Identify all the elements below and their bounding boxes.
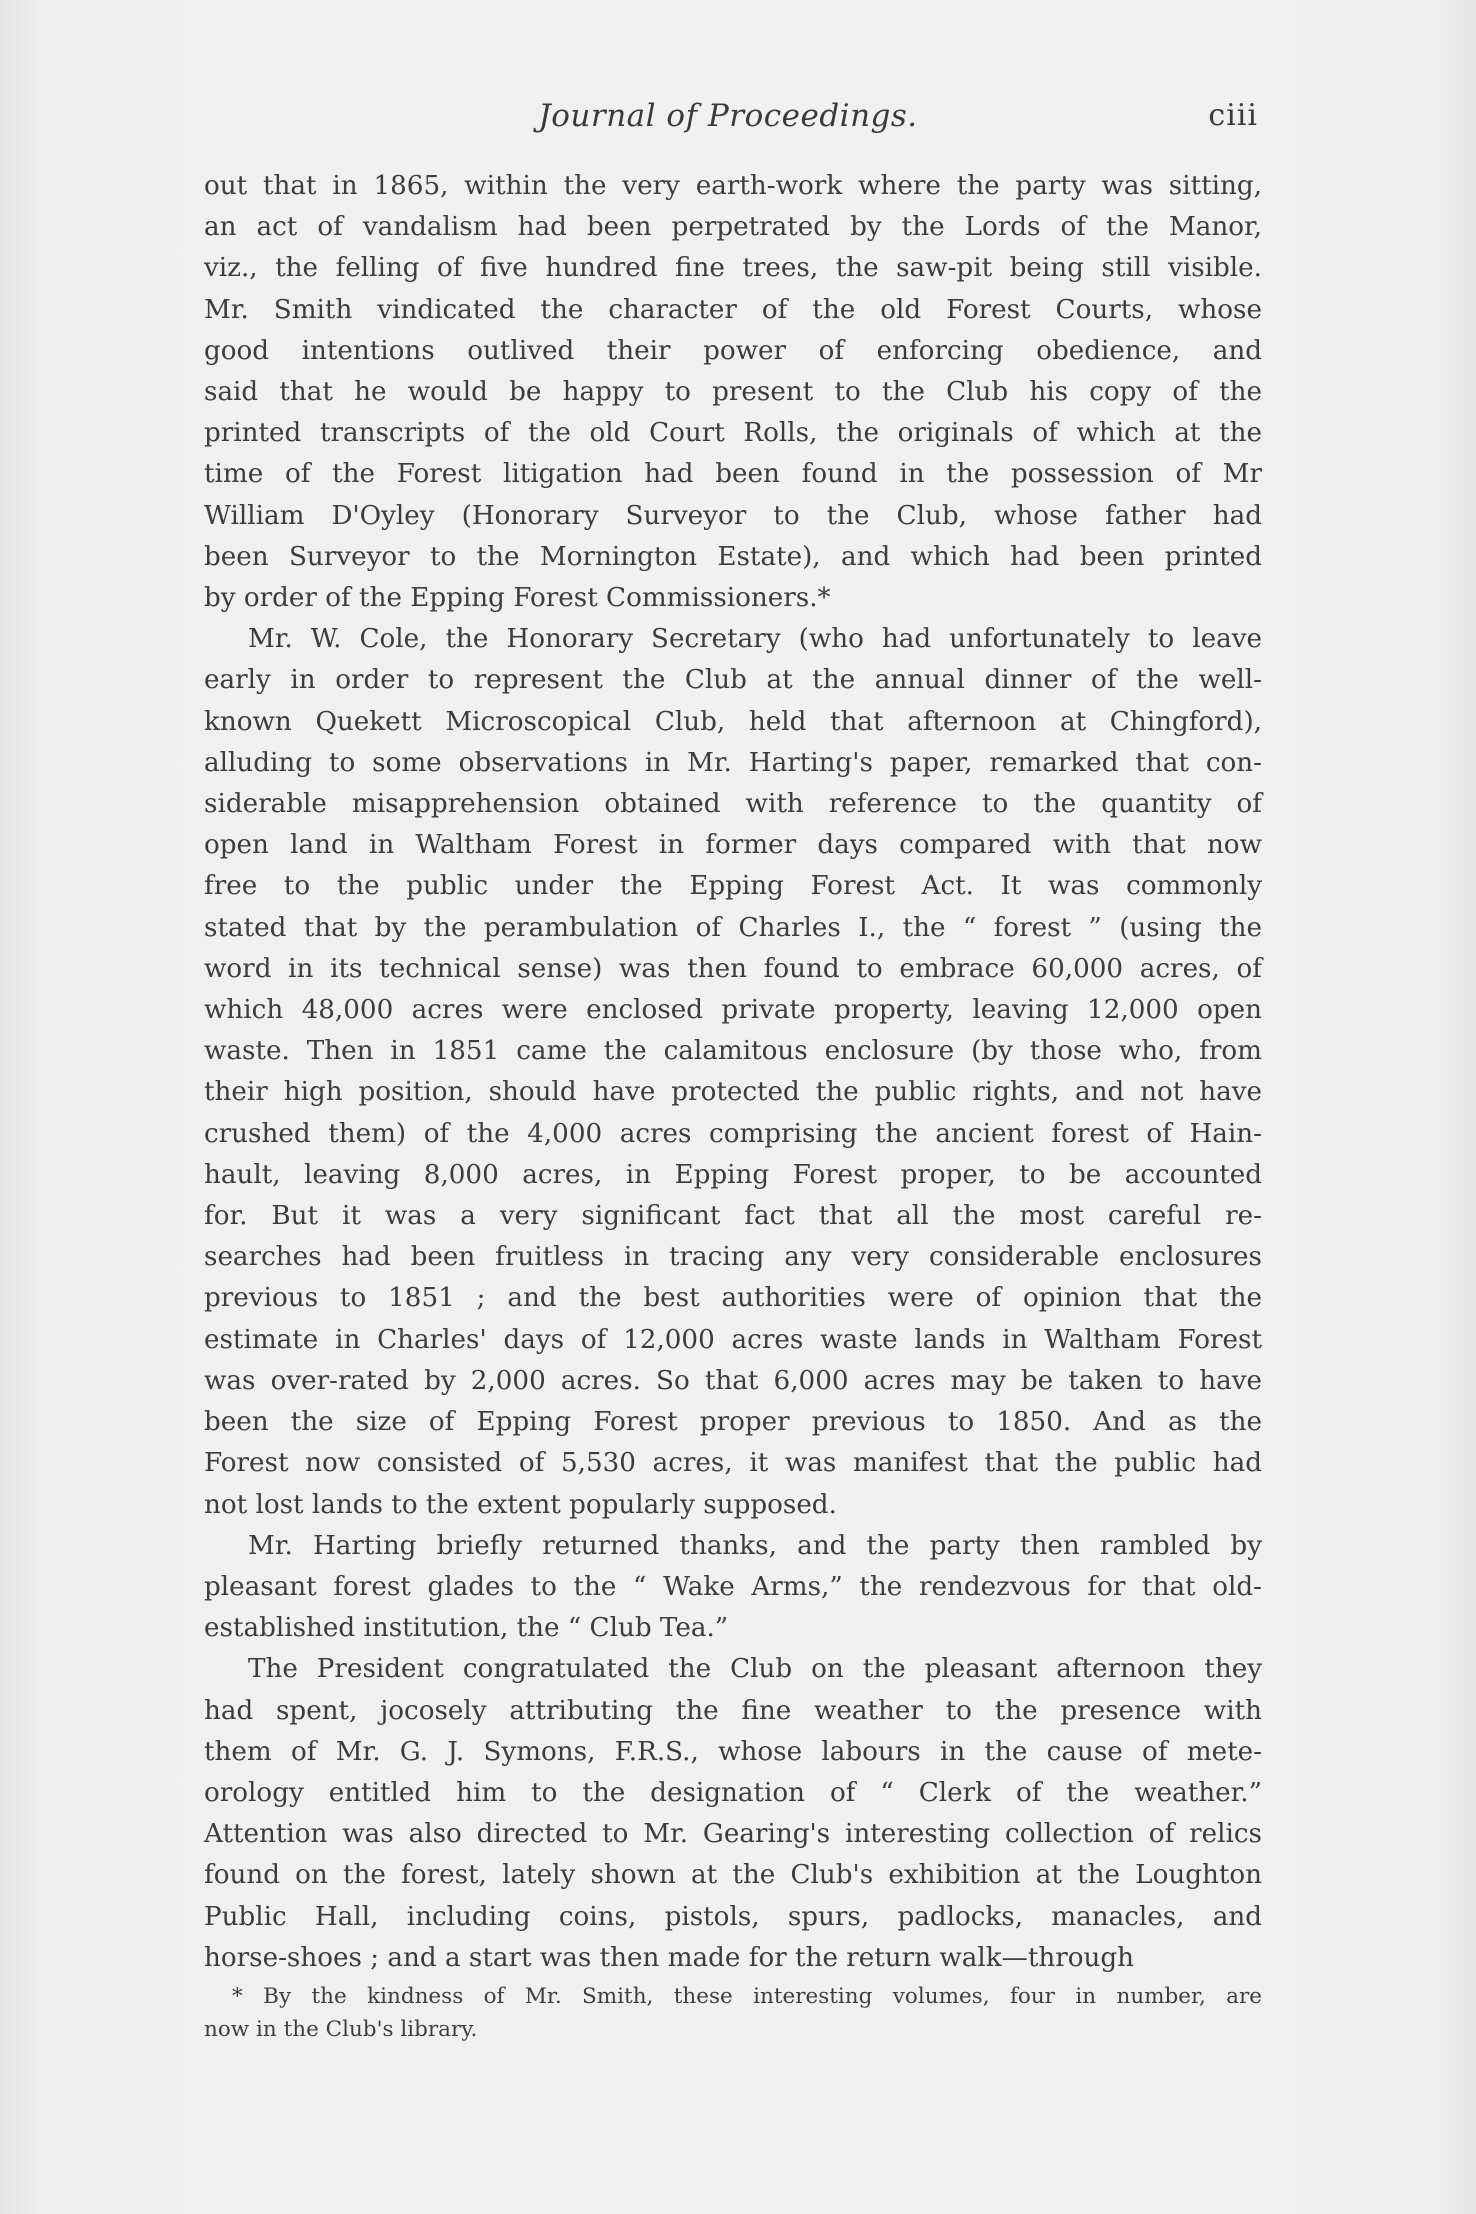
text-line: an act of vandalism had been perpetrated by the Lords of the Manor, — [204, 212, 1262, 243]
text-line: word in its technical sense) was then found to embrace 60,000 acres, of — [204, 953, 1262, 984]
paragraph — [204, 619, 1262, 1525]
footnote-line: * By the kindness of Mr. Smith, these interesting volumes, four in number, are — [232, 1984, 1262, 2009]
text-line: hault, leaving 8,000 acres, in Epping Forest proper, to be accounted — [204, 1159, 1262, 1190]
text-line: established institution, the “ Club Tea.” — [204, 1613, 729, 1644]
text-line: open land in Waltham Forest in former days compared with that now — [204, 830, 1262, 861]
text-line: which 48,000 acres were enclosed private property, leaving 12,000 open — [204, 995, 1262, 1026]
text-line: estimate in Charles' days of 12,000 acres waste lands in Waltham Forest — [204, 1324, 1262, 1355]
running-head: Journal of Proceedings. — [538, 98, 918, 134]
text-line: orology entitled him to the designation of “ Clerk of the weather.” — [204, 1777, 1262, 1808]
text-line: Attention was also directed to Mr. Gearing's interesting collection of relics — [204, 1819, 1262, 1850]
paragraph — [204, 1649, 1262, 1979]
text-line: crushed them) of the 4,000 acres comprising the ancient forest of Hain- — [204, 1118, 1262, 1149]
text-line: William D'Oyley (Honorary Surveyor to the Club, whose father had — [204, 500, 1262, 531]
text-line: printed transcripts of the old Court Rolls, the originals of which at the — [204, 418, 1262, 449]
text-line: good intentions outlived their power of enforcing obedience, and — [204, 335, 1262, 366]
text-line: alluding to some observations in Mr. Harting's paper, remarked that con- — [204, 747, 1262, 778]
body-text — [204, 166, 1262, 1979]
text-line: found on the forest, lately shown at the Club's exhibition at the Loughton — [204, 1860, 1262, 1891]
text-line: out that in 1865, within the very earth-work where the party was sitting, — [204, 171, 1262, 201]
text-line: early in order to represent the Club at the annual dinner of the well- — [204, 665, 1262, 696]
text-line: their high position, should have protected the public rights, and not have — [204, 1077, 1262, 1108]
text-line: searches had been fruitless in tracing any very considerable enclosures — [204, 1242, 1262, 1273]
text-line: previous to 1851 ; and the best authorities were of opinion that the — [204, 1283, 1262, 1314]
text-line: Mr. Harting briefly returned thanks, and the party then rambled by — [248, 1530, 1262, 1561]
text-line: was over-rated by 2,000 acres. So that 6,000 acres may be taken to have — [204, 1365, 1262, 1396]
page-number: ciii — [1208, 98, 1258, 133]
text-line: horse-shoes ; and a start was then made for the return walk—through — [204, 1942, 1135, 1973]
text-line: pleasant forest glades to the “ Wake Arms,” the rendezvous for that old- — [204, 1571, 1262, 1602]
text-line: free to the public under the Epping Forest Act. It was commonly — [204, 871, 1262, 902]
text-line: said that he would be happy to present to the Club his copy of the — [204, 377, 1262, 408]
text-line: The President congratulated the Club on the pleasant afternoon they — [248, 1654, 1262, 1685]
text-line: Mr. Smith vindicated the character of the old Forest Courts, whose — [204, 294, 1262, 325]
text-line: known Quekett Microscopical Club, held that afternoon at Chingford), — [204, 706, 1262, 737]
text-line: not lost lands to the extent popularly supposed. — [204, 1489, 837, 1520]
text-line: waste. Then in 1851 came the calamitous enclosure (by those who, from — [204, 1036, 1262, 1067]
text-line: been the size of Epping Forest proper previous to 1850. And as the — [204, 1407, 1262, 1438]
footnote-line: now in the Club's library. — [204, 2017, 478, 2042]
text-line: viz., the felling of five hundred fine trees, the saw-pit being still visible. — [204, 253, 1262, 284]
text-line: Forest now consisted of 5,530 acres, it was manifest that the public had — [204, 1448, 1262, 1479]
text-line: time of the Forest litigation had been found in the possession of Mr — [204, 459, 1262, 490]
text-line: for. But it was a very significant fact that all the most careful re- — [204, 1201, 1262, 1232]
text-line: had spent, jocosely attributing the fine weather to the presence with — [204, 1695, 1262, 1726]
text-line: Mr. W. Cole, the Honorary Secretary (who had unfortunately to leave — [248, 624, 1262, 655]
text-line: Public Hall, including coins, pistols, spurs, padlocks, manacles, and — [204, 1901, 1262, 1932]
page-header — [190, 98, 1266, 148]
paragraph — [204, 166, 1262, 619]
text-line: them of Mr. G. J. Symons, F.R.S., whose labours in the cause of mete- — [204, 1736, 1262, 1767]
text-line: by order of the Epping Forest Commissioners.* — [204, 583, 831, 614]
paragraph — [204, 1526, 1262, 1650]
text-line: been Surveyor to the Mornington Estate), and which had been printed — [204, 541, 1262, 572]
text-line: siderable misapprehension obtained with reference to the quantity of — [204, 789, 1262, 820]
text-line: stated that by the perambulation of Charles I., the “ forest ” (using the — [204, 912, 1262, 943]
footnote — [204, 1980, 1262, 2046]
